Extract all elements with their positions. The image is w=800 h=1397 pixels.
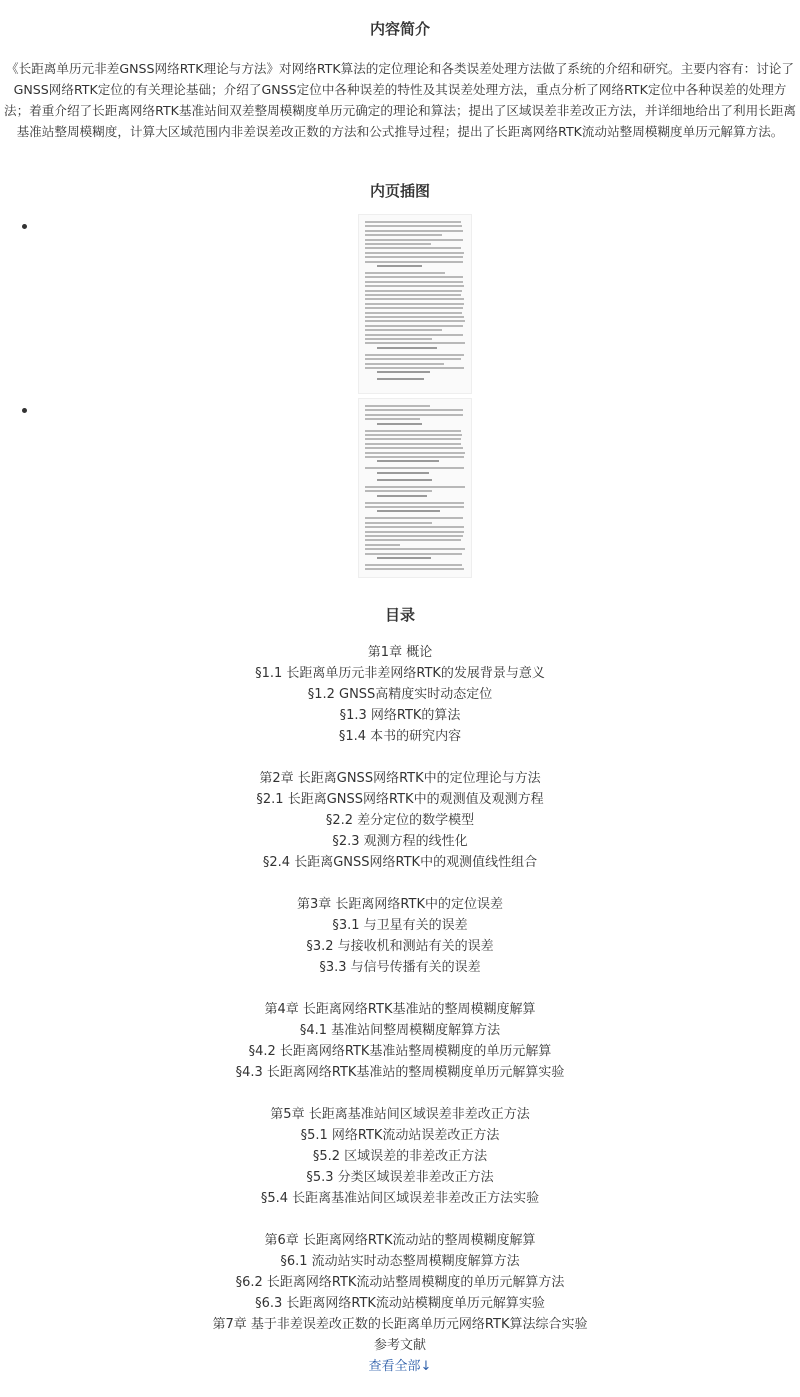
toc-section: §3.1 与卫星有关的误差 (332, 918, 468, 933)
toc-chapter-title: 第4章 长距离网络RTK基准站的整周模糊度解算 (264, 1002, 536, 1017)
page-text-line (365, 225, 462, 227)
page-text-line (365, 367, 464, 369)
page-text-line (365, 234, 442, 236)
page-text-line (365, 239, 463, 241)
page-text-line (377, 378, 424, 380)
toc-chapter (0, 1314, 800, 1335)
page-text-line (365, 338, 432, 340)
page-text-line (365, 564, 462, 566)
page-text-line (365, 285, 464, 287)
toc-section: §2.2 差分定位的数学模型 (325, 813, 475, 828)
page-text-line (377, 265, 422, 267)
page-text-line (365, 531, 464, 533)
toc-section: §6.1 流动站实时动态整周模糊度解算方法 (280, 1254, 520, 1269)
page-text-line (377, 510, 440, 512)
page-text-line (365, 405, 430, 407)
toc-section: §1.2 GNSS高精度实时动态定位 (307, 687, 493, 702)
page-text-line (365, 522, 432, 524)
intro-heading: 内容简介 (369, 20, 430, 38)
page-text-line (365, 490, 432, 492)
page-text-line (365, 320, 465, 322)
page-text-line (377, 423, 422, 425)
page-illustration-image[interactable] (358, 214, 472, 394)
page-text-line (365, 316, 464, 318)
page-text-line (377, 495, 427, 497)
page-text-line (365, 334, 463, 336)
toc-chapter-title: 第3章 长距离网络RTK中的定位误差 (297, 897, 503, 912)
page-text-line (377, 557, 431, 559)
toc-section: §4.1 基准站间整周模糊度解算方法 (299, 1023, 501, 1038)
page-text-line (365, 434, 462, 436)
page-text-line (365, 354, 464, 356)
toc-references: 参考文献 (373, 1338, 426, 1353)
page-text-line (377, 371, 430, 373)
toc-section: §3.3 与信号传播有关的误差 (319, 960, 481, 975)
illustration-item (0, 398, 800, 582)
page-text-line (365, 290, 462, 292)
toc-section: §6.2 长距离网络RTK流动站整周模糊度的单历元解算方法 (235, 1275, 565, 1290)
toc-section: §3.2 与接收机和测站有关的误差 (306, 939, 494, 954)
page-text-line (365, 544, 400, 546)
page-text-line (365, 256, 463, 258)
page-text-line (365, 535, 463, 537)
page-text-line (365, 438, 461, 440)
toc-chapter (0, 894, 800, 978)
illustrations-list (0, 214, 800, 582)
page-text-line (365, 430, 461, 432)
page-illustration-image[interactable] (358, 398, 472, 578)
page-text-line (365, 506, 464, 508)
illustrations-heading: 内页插图 (369, 182, 430, 200)
toc-section: §2.4 长距离GNSS网络RTK中的观测值线性组合 (262, 855, 538, 870)
toc-section: §2.1 长距离GNSS网络RTK中的观测值及观测方程 (256, 792, 544, 807)
toc-chapter (0, 1104, 800, 1209)
page-text-line (365, 526, 464, 528)
view-all-link[interactable]: 查看全部↓ (368, 1359, 432, 1374)
toc-chapter (0, 999, 800, 1083)
toc-section: §1.1 长距离单历元非差网络RTK的发展背景与意义 (255, 666, 545, 681)
illustration-item (0, 214, 800, 398)
page-text-line (365, 307, 463, 309)
page-text-line (365, 548, 465, 550)
page-text-line (365, 409, 463, 411)
page-text-line (365, 486, 465, 488)
toc-chapter-title: 第7章 基于非差误差改正数的长距离单历元网络RTK算法综合实验 (212, 1317, 588, 1332)
toc-section: §5.2 区域误差的非差改正方法 (312, 1149, 488, 1164)
page-text-line (365, 467, 464, 469)
page-text-line (365, 252, 464, 254)
page-text-line (365, 452, 465, 454)
toc-section: §5.4 长距离基准站间区域误差非差改正方法实验 (260, 1191, 540, 1206)
page-text-line (365, 312, 462, 314)
page-text-line (365, 553, 462, 555)
page-text-line (365, 243, 431, 245)
page-text-line (365, 358, 461, 360)
bullet-icon (22, 408, 27, 413)
page-text-line (377, 472, 429, 474)
toc-chapter-title: 第1章 概论 (367, 645, 433, 660)
page-text-line (365, 298, 464, 300)
intro-paragraph: 《长距离单历元非差GNSS网络RTK理论与方法》对网络RTK算法的定位理论和各类误差处理方法做了系统的介绍和研究。主要内容有：讨论了GNSS网络RTK定位的有关理论基础；介绍了GNSS定位中各种误差的特性及其误差处理方法，重点分析了网络RTK定位中各种误差的处理方法；着重介绍了长距离网络RTK基准站间双差整周模糊度单历元确定的理论和算法；提出了区域误差非差改正方法，并详细地给出了利用长距离基准站整周模糊度，计算大区域范围内非差误差改正数的方法和公式推导过程；提出了长距离网络RTK流动站整周模糊度单历元解算方法。 (3, 61, 796, 139)
page-text-line (365, 418, 420, 420)
page-text-line (365, 568, 464, 570)
page-text-line (365, 342, 465, 344)
toc-chapter-title: 第5章 长距离基准站间区域误差非差改正方法 (270, 1107, 530, 1122)
page-text-line (365, 443, 461, 445)
toc-section: §6.3 长距离网络RTK流动站模糊度单历元解算实验 (255, 1296, 545, 1311)
page-text-line (365, 276, 463, 278)
toc-section: §5.3 分类区域误差非差改正方法 (306, 1170, 494, 1185)
page-text-line (365, 502, 464, 504)
page-text-line (377, 479, 432, 481)
toc-chapter (0, 642, 800, 747)
toc-section: §1.4 本书的研究内容 (338, 729, 462, 744)
toc-section: §5.1 网络RTK流动站误差改正方法 (300, 1128, 500, 1143)
page-text-line (377, 460, 439, 462)
page-text-line (365, 517, 463, 519)
page-text-line (365, 221, 461, 223)
page-text-line (377, 347, 437, 349)
toc-chapter-title: 第2章 长距离GNSS网络RTK中的定位理论与方法 (259, 771, 541, 786)
page-text-line (365, 539, 461, 541)
toc-chapter-title: 第6章 长距离网络RTK流动站的整周模糊度解算 (264, 1233, 536, 1248)
page-text-line (365, 456, 464, 458)
table-of-contents (0, 642, 800, 1377)
page-text-line (365, 247, 461, 249)
bullet-icon (22, 224, 27, 229)
page-text-line (365, 325, 463, 327)
page-text-line (365, 329, 442, 331)
toc-chapter (0, 768, 800, 873)
page-text-line (365, 261, 463, 263)
page-text-line (365, 363, 444, 365)
toc-heading: 目录 (384, 606, 415, 624)
page-text-line (365, 230, 463, 232)
page-text-line (365, 272, 445, 274)
page-text-line (365, 414, 463, 416)
page-text-line (365, 447, 463, 449)
toc-section: §1.3 网络RTK的算法 (339, 708, 461, 723)
toc-section: §4.2 长距离网络RTK基准站整周模糊度的单历元解算 (248, 1044, 552, 1059)
toc-chapter (0, 1230, 800, 1314)
toc-section: §4.3 长距离网络RTK基准站的整周模糊度单历元解算实验 (235, 1065, 565, 1080)
toc-section: §2.3 观测方程的线性化 (332, 834, 468, 849)
page-text-line (365, 303, 464, 305)
page-text-line (365, 294, 461, 296)
page-text-line (365, 281, 463, 283)
